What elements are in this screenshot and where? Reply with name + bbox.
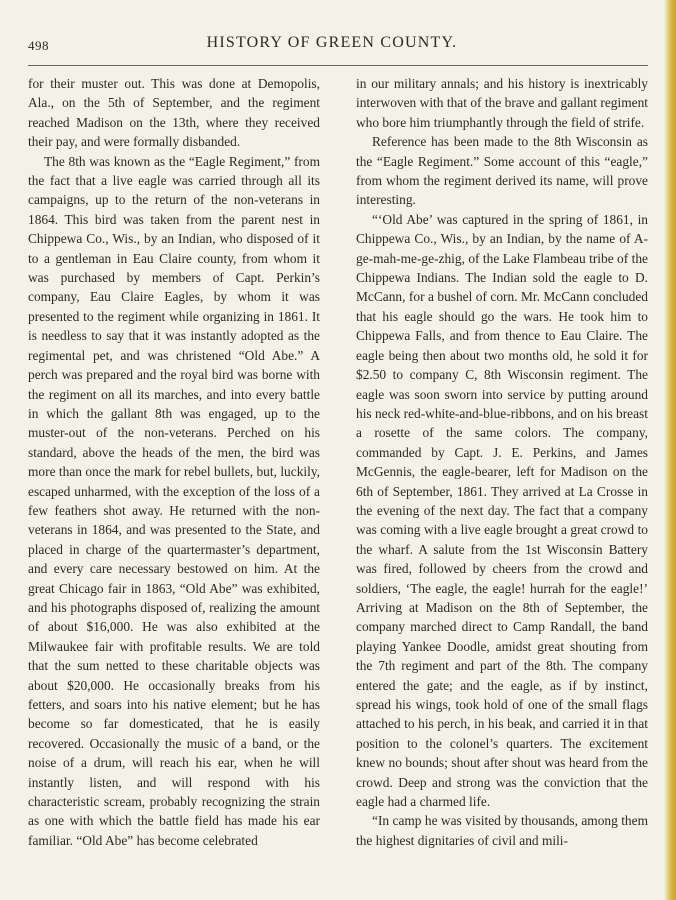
running-title: HISTORY OF GREEN COUNTY. bbox=[206, 34, 458, 51]
left-column bbox=[28, 74, 320, 850]
paragraph: “‘Old Abe’ was captured in the spring of 1861, in Chippewa Co., Wis., by an Indian, by the name of A-ge-mah-me-ge-zhig, of the Lake Flambeau tribe of the Chippewa Indians. The Indian sold the eagle to D. McCann, for a bushel of corn. Mr. McCann concluded that his eagle should go the wars. He took him to Chippewa Falls, and from thence to Eau Claire. The eagle being then about two months old, he sold it for $2.50 to company C, 8th Wisconsin regiment. The eagle was soon sworn into service by putting around his neck red-white-and-blue-ribbons, and on his breast a rosette of the same colors. The company, commanded by Capt. J. E. Perkins, and James McGennis, the eagle-bearer, left for Madison on the 6th of September, 1861. They arrived at La Crosse in the evening of the next day. The fact that a company was coming with a live eagle brought a great crowd to the wharf. A salute from the 1st Wisconsin Battery was fired, followed by cheers from the crowd and soldiers, ‘The eagle, the eagle! hurrah for the eagle!’ Arriving at Madison on the 8th of September, the company marched direct to Camp Randall, the band playing Yankee Doodle, amidst great shouting from the 7th regiment and part of the 8th. The company entered the gate; and the eagle, as if by instinct, spread his wings, took hold of one of the small flags attached to his perch, in his beak, and carried it in that position to the colonel’s quarters. The excitement knew no bounds; shout after shout was heard from the crowd. Deep and strong was the conviction that the eagle had a charmed life. bbox=[356, 211, 648, 810]
right-column bbox=[356, 74, 648, 850]
page-edge-shadow bbox=[664, 0, 676, 900]
paragraph: Reference has been made to the 8th Wisconsin as the “Eagle Regiment.” Some account of this “eagle,” from whom the regiment derived its name, will prove interesting. bbox=[356, 134, 648, 208]
paragraph: for their muster out. This was done at Demopolis, Ala., on the 5th of September, and the regiment reached Madison on the 13th, where they received their pay, and were formally disbanded. bbox=[28, 76, 320, 150]
paragraph: “In camp he was visited by thousands, among them the highest dignitaries of civil and mili- bbox=[356, 813, 648, 848]
page-number: 498 bbox=[28, 38, 49, 53]
header-rule bbox=[28, 65, 648, 66]
paragraph: The 8th was known as the “Eagle Regiment,” from the fact that a live eagle was carried through all its campaigns, up to the return of the non-veterans in 1864. This bird was taken from the parent nest in Chippewa Co., Wis., by an Indian, who disposed of it to a gentleman in Eau Claire county, from whom it was purchased by members of Capt. Perkin’s company, Eau Claire Eagles, by whom it was presented to the regiment while organizing in 1861. It is needless to say that it was instantly adopted as the regimental pet, and was christened “Old Abe.” A perch was prepared and the royal bird was borne with the regiment on all its marches, and into every battle in which the gallant 8th was engaged, up to the muster-out of the non-veterans. Perched on his standard, above the heads of the men, the bird was more than once the mark for rebel bullets, but, luckily, escaped unharmed, with the exception of the loss of a few feathers shot away. He returned with the non-veterans in 1864, and was presented to the State, and placed in charge of the quartermaster’s department, and every care necessary bestowed on him. At the great Chicago fair in 1863, “Old Abe” was exhibited, and his photographs disposed of, realizing the amount of about $16,000. He was also exhibited at the Milwaukee fair with profitable results. We are told that the sum netted to these charitable objects was about $20,000. He occasionally breaks from his fetters, and soars into his native element; but he has become so far domesticated, that he is easily recovered. Occasionally the music of a band, or the noise of a drum, will reach his ear, when he will instantly listen, and will respond with his characteristic scream, probably recognizing the strain as one with which the battle field has made his ear familiar. “Old Abe” has become celebrated bbox=[28, 153, 320, 848]
paragraph: in our military annals; and his history is inextricably interwoven with that of the brave and gallant regiment who bore him triumphantly through the field of strife. bbox=[356, 76, 648, 130]
page-header bbox=[28, 34, 636, 56]
